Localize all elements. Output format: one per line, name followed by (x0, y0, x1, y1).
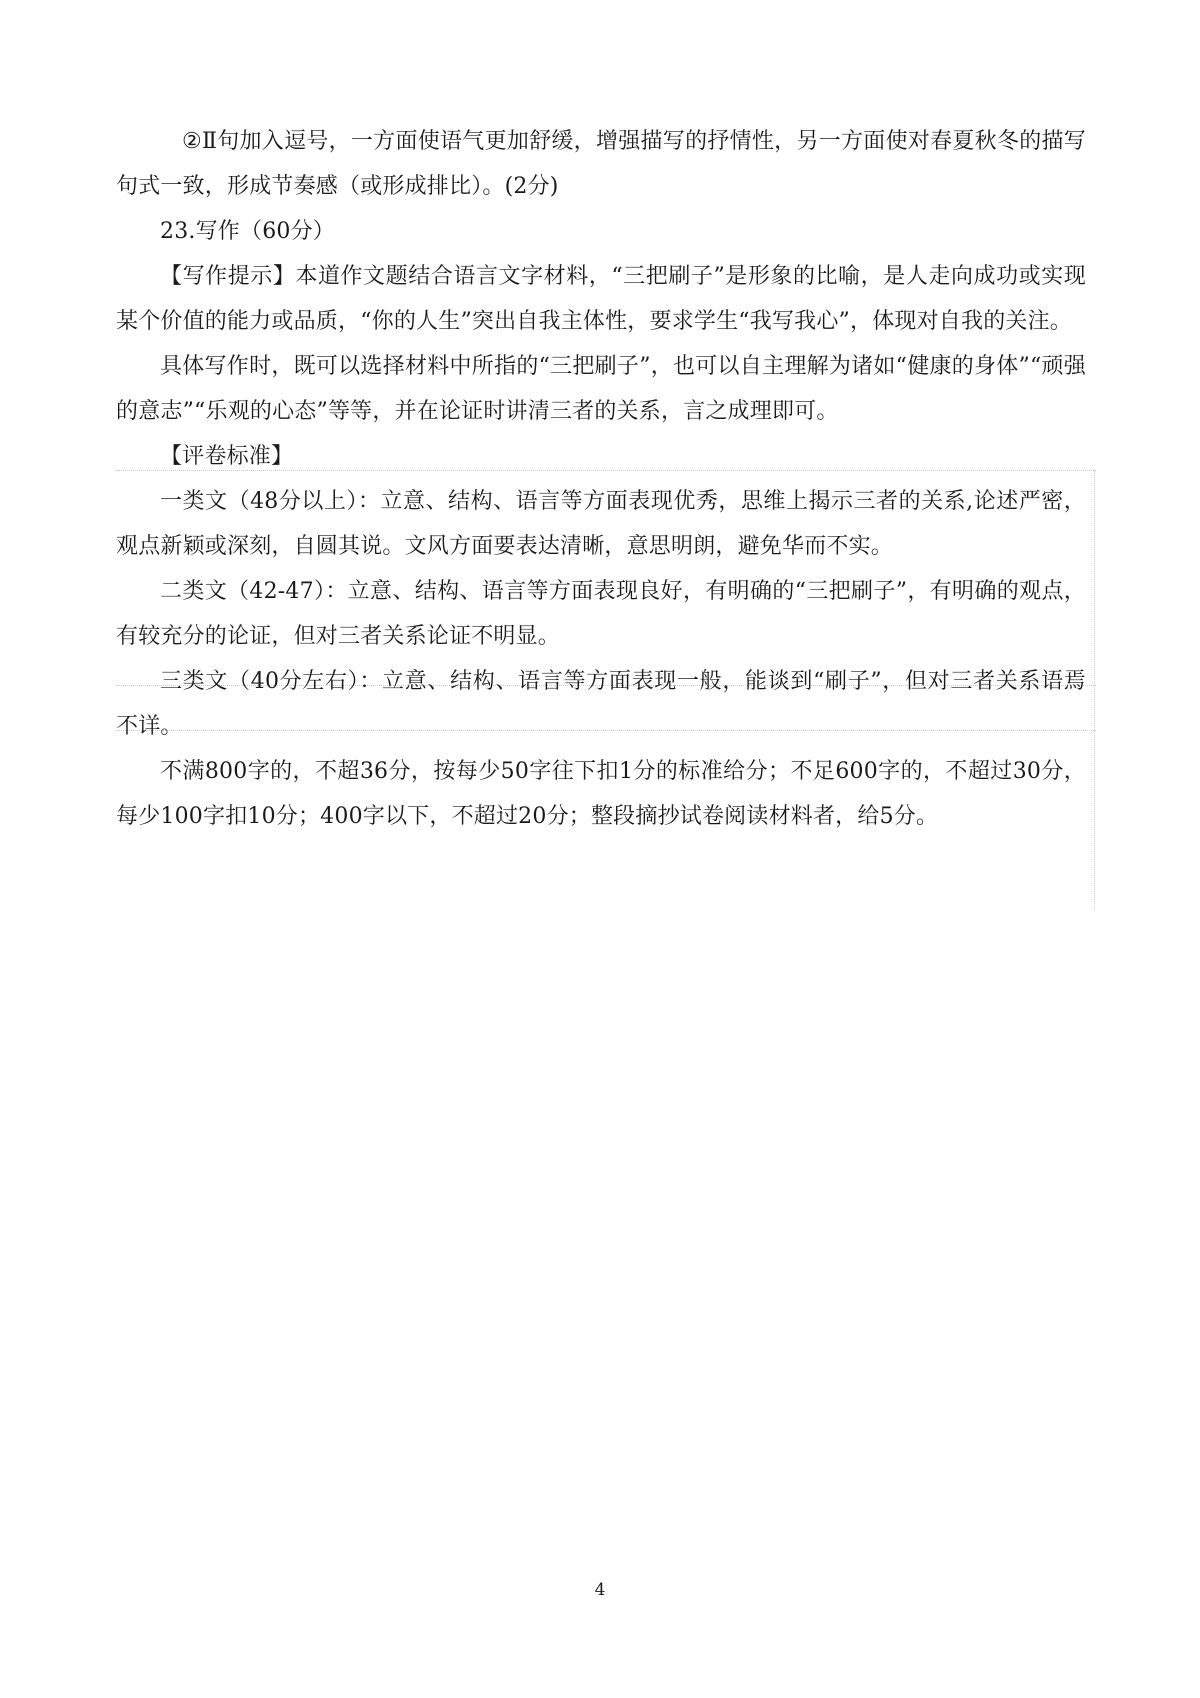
page-number: 4 (594, 1580, 606, 1600)
word-count-rule-paragraph: 不满800字的，不超36分，按每少50字往下扣1分的标准给分；不足600字的，不超过30分，每少100字扣10分；400字以下，不超过20分；整段摘抄试卷阅读材料者，给5分。 (116, 759, 1086, 829)
grade-one-paragraph: 一类文（48分以上）：立意、结构、语言等方面表现优秀，思维上揭示三者的关系,论述严密，观点新颖或深刻，自圆其说。文风方面要表达清晰，意思明朗，避免华而不实。 (116, 489, 1086, 559)
margin-line (1094, 470, 1095, 910)
grading-heading: 【评卷标准】 (160, 444, 294, 469)
document-body (116, 119, 1086, 839)
grade-two-paragraph: 二类文（42-47）：立意、结构、语言等方面表现良好，有明确的“三把刷子”，有明确的观点，有较充分的论证，但对三者关系论证不明显。 (116, 579, 1086, 649)
grade-three-paragraph: 三类文（40分左右）：立意、结构、语言等方面表现一般，能谈到“刷子”，但对三者关系语焉不详。 (116, 669, 1086, 739)
writing-guidance-paragraph: 具体写作时，既可以选择材料中所指的“三把刷子”，也可以自主理解为诸如“健康的身体”“顽强的意志”“乐观的心态”等等，并在论证时讲清三者的关系，言之成理即可。 (116, 354, 1086, 424)
writing-tip-paragraph: 【写作提示】本道作文题结合语言文字材料，“三把刷子”是形象的比喻，是人走向成功或实现某个价值的能力或品质，“你的人生”突出自我主体性，要求学生“我写我心”，体现对自我的关注。 (116, 264, 1086, 334)
section-heading: 23.写作（60分） (160, 219, 335, 244)
answer-paragraph: ②Ⅱ句加入逗号，一方面使语气更加舒缓，增强描写的抒情性，另一方面使对春夏秋冬的描写句式一致，形成节奏感（或形成排比）。(2分) (116, 129, 1086, 199)
